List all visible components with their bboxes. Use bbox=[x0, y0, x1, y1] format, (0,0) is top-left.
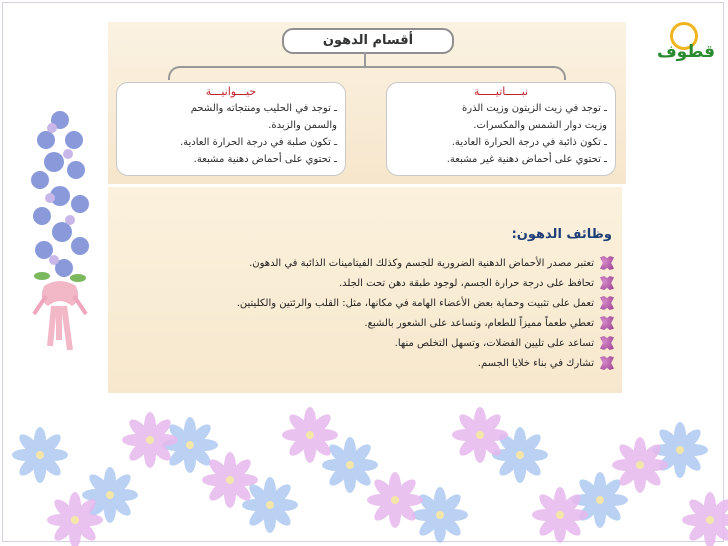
diagram-branch-connector bbox=[168, 66, 566, 80]
branch-title: نبـــــاتيـــــة bbox=[473, 85, 529, 98]
branch-line: والسمن والزبدة. bbox=[268, 120, 337, 131]
plant-fats-box bbox=[386, 82, 616, 176]
logo-text: قطوف bbox=[656, 42, 716, 62]
list-item bbox=[114, 253, 614, 273]
list-item bbox=[114, 313, 614, 333]
list-item-text: تعمل على تثبيت وحماية بعض الأعضاء الهامة في مكانها، مثل: القلب والرئتين والكليتين. bbox=[236, 297, 594, 309]
logo bbox=[654, 22, 718, 68]
branch-line: ـ تكون صلبة في درجة الحرارة العادية. bbox=[179, 137, 337, 148]
branch-line: ـ توجد في زيت الزيتون وزيت الذرة bbox=[462, 103, 607, 114]
flower-border-image bbox=[0, 405, 728, 546]
butterfly-icon bbox=[600, 296, 614, 310]
branch-line: ـ تحتوي على أحماض دهنية مشبعة. bbox=[193, 154, 337, 165]
butterfly-icon bbox=[600, 276, 614, 290]
butterfly-icon bbox=[600, 336, 614, 350]
fats-functions-panel bbox=[108, 187, 622, 393]
butterfly-icon bbox=[600, 256, 614, 270]
butterfly-icon bbox=[600, 316, 614, 330]
list-item bbox=[114, 293, 614, 313]
branch-line: ـ تحتوي على أحماض دهنية غير مشبعة. bbox=[446, 154, 607, 165]
list-item-text: تحافظ على درجة حرارة الجسم، لوجود طبقة دهن تحت الجلد. bbox=[338, 277, 594, 289]
butterfly-icon bbox=[600, 356, 614, 370]
branch-line: ـ توجد في الحليب ومنتجاته والشحم bbox=[190, 103, 337, 114]
list-item-text: تعطي طعماً مميزاً للطعام، وتساعد على الشعور بالشبع. bbox=[364, 317, 594, 329]
list-item bbox=[114, 353, 614, 373]
branch-title: حيـــوانيـــة bbox=[205, 85, 257, 98]
branch-line: وزيت دوار الشمس والمكسرات. bbox=[473, 120, 607, 131]
list-item-text: تشارك في بناء خلايا الجسم. bbox=[477, 357, 594, 369]
fats-types-diagram bbox=[108, 22, 626, 184]
functions-list bbox=[114, 253, 614, 373]
functions-heading: وظائف الدهون: bbox=[511, 227, 612, 242]
animal-fats-box bbox=[116, 82, 346, 176]
list-item bbox=[114, 333, 614, 353]
list-item-text: تساعد على تليين الفضلات، وتسهل التخلص منها. bbox=[394, 337, 594, 349]
diagram-title: أقسام الدهون bbox=[282, 28, 454, 54]
branch-line: ـ تكون ذائبة في درجة الحرارة العادية. bbox=[451, 137, 607, 148]
list-item-text: تعتبر مصدر الأحماض الدهنية الضرورية للجسم وكذلك الفيتامينات الذائبة في الدهون. bbox=[249, 257, 594, 269]
flower-bouquet-image bbox=[24, 100, 96, 370]
list-item bbox=[114, 273, 614, 293]
